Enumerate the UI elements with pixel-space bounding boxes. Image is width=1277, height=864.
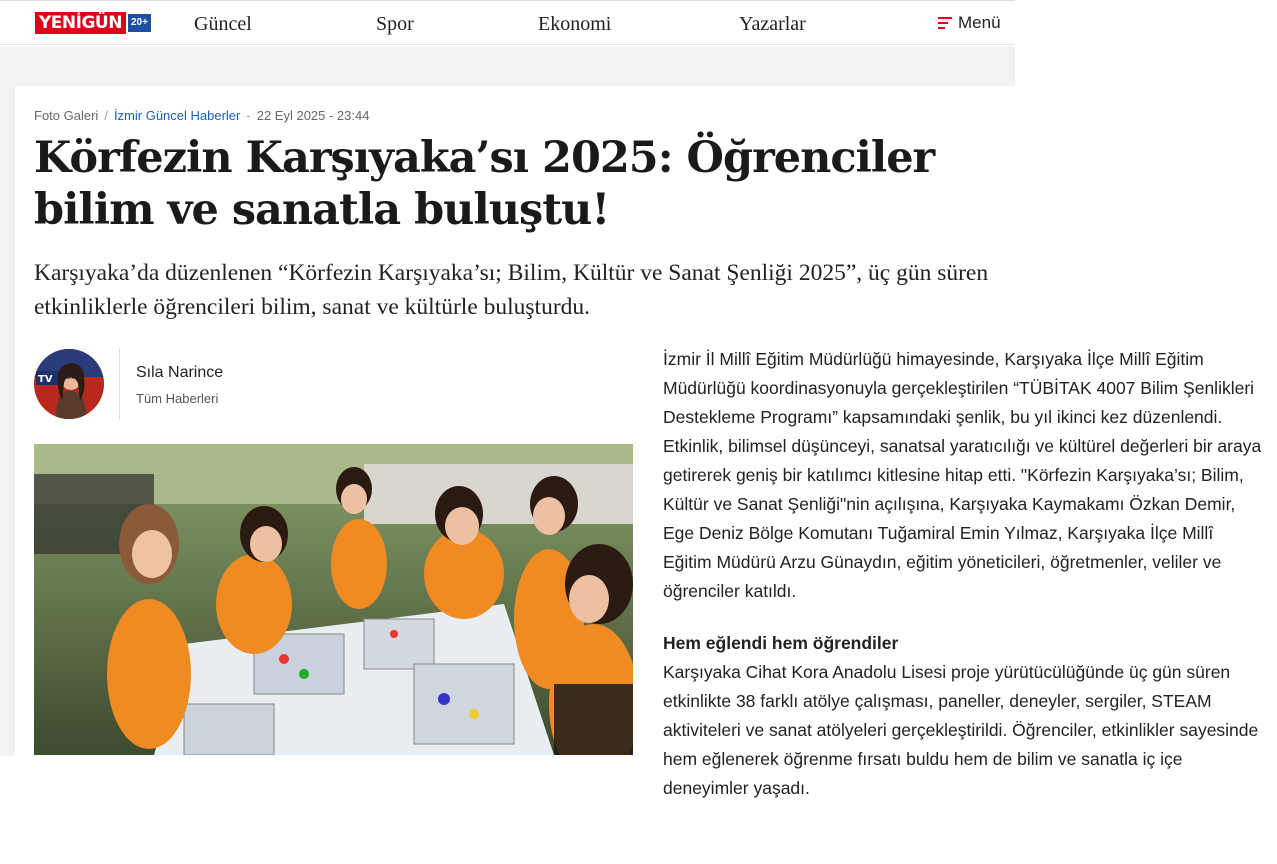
article-body	[663, 345, 1263, 829]
site-header	[0, 0, 1015, 45]
logo-text: YENİGÜN	[35, 12, 126, 34]
article-photo	[34, 444, 633, 755]
nav-yazarlar[interactable]: Yazarlar	[739, 13, 806, 35]
article-lead: Karşıyaka’da düzenlenen “Körfezin Karşıyaka’sı; Bilim, Kültür ve Sanat Şenliği 2025”, üç gün süren etkinliklerle öğrencileri bilim, sanat ve kültürle buluşturdu.	[34, 260, 989, 320]
menu-label: Menü	[958, 13, 1001, 32]
article-paragraph: İzmir İl Millî Eğitim Müdürlüğü himayesinde, Karşıyaka İlçe Millî Eğitim Müdürlüğü koordinasyonuyla gerçekleştirilen “TÜBİTAK 4007 Bilim Şenlikleri Destekleme Programı” kapsamındaki şenlik, bu yıl ikinci kez düzenlendi. Etkinlik, bilimsel düşünceyi, sanatsal yaratıcılığı ve kültürel değerleri bir araya getirerek geniş bir katılımcı kitlesine hitap etti. "Körfezin Karşıyaka’sı; Bilim, Kültür ve Sanat Şenliği"nin açılışına, Karşıyaka Kaymakamı Özkan Demir, Ege Deniz Bölge Komutanı Tuğamiral Emin Yılmaz, Karşıyaka İlçe Millî Eğitim Müdürü Arzu Günaydın, eğitim yöneticileri, öğretmenler, veliler ve öğrenciler katıldı.	[663, 349, 1262, 601]
side-band	[0, 86, 15, 756]
nav-guncel[interactable]: Güncel	[194, 13, 252, 35]
breadcrumb-section[interactable]: Foto Galeri	[34, 108, 99, 123]
nav-spor[interactable]: Spor	[376, 13, 414, 35]
site-logo[interactable]	[35, 12, 151, 34]
author-all-news-link[interactable]: Tüm Haberleri	[136, 391, 219, 406]
menu-button[interactable]	[938, 13, 1001, 33]
article-subheading: Hem eğlendi hem öğrendiler	[663, 633, 899, 653]
logo-badge: 20+	[128, 14, 151, 32]
breadcrumb-category[interactable]: İzmir Güncel Haberler	[113, 108, 241, 123]
article-paragraph: Karşıyaka Cihat Kora Anadolu Lisesi proje yürütücülüğünde üç gün süren etkinlikte 38 farklı atölye çalışması, paneller, deneyler, sergiler, STEAM aktiviteleri ve sanat atölyeleri gerçekleştirildi. Öğrenciler, etkinlikler sayesinde hem eğlenerek öğrenme fırsatı buldu hem de bilim ve sanatla iç içe deneyimler yaşadı.	[663, 662, 1259, 798]
svg-text:TV: TV	[38, 374, 53, 385]
breadcrumb	[34, 108, 369, 123]
ad-band	[0, 46, 1015, 86]
article-title: Körfezin Karşıyaka’sı 2025: Öğrenciler bilim ve sanatla buluştu!	[34, 133, 935, 235]
author-name[interactable]: Sıla Narince	[136, 364, 224, 381]
breadcrumb-dash: -	[246, 108, 251, 123]
breadcrumb-separator: /	[104, 108, 108, 123]
menu-icon	[938, 17, 952, 29]
nav-ekonomi[interactable]: Ekonomi	[538, 13, 612, 35]
publish-date: 22 Eyl 2025 - 23:44	[256, 108, 370, 123]
author-divider	[119, 349, 120, 419]
author-avatar[interactable]	[34, 349, 104, 419]
